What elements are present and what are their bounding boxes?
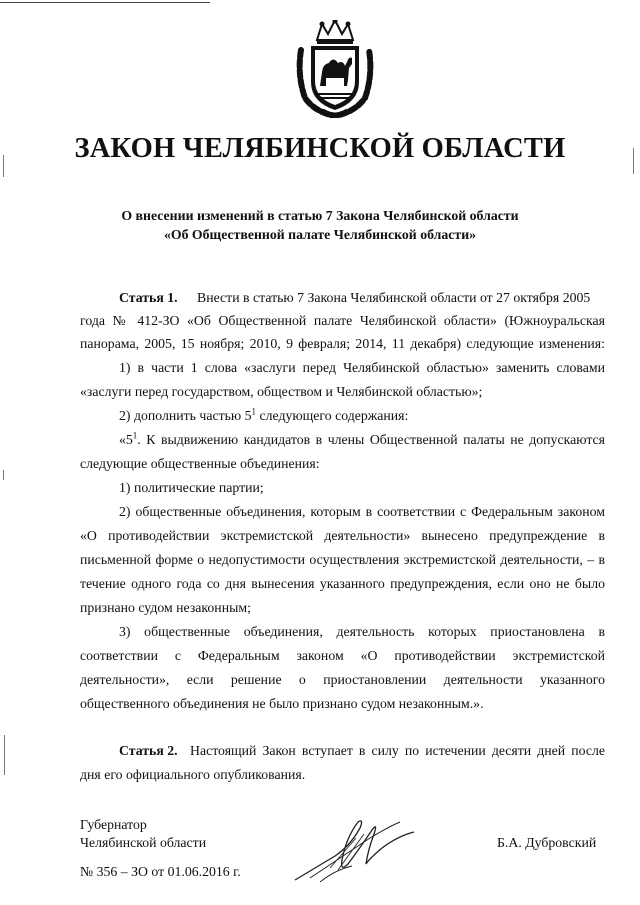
article-1-heading [119,288,178,307]
top-border-line [0,2,210,3]
article-1-line: 1) в части 1 слова «заслуги перед Челябинской областью» заменить словами [119,360,605,375]
article-1-line: признано судом незаконным; [80,600,251,615]
scan-edge-mark [4,735,5,775]
article-1-line: общественного объединения не было признано судом незаконным.». [80,696,484,711]
article-1-line: «$5^1$ . К выдвижению кандидатов в члены Общественной палаты не допускаются [119,430,605,447]
article-1-line: течение одного года со дня вынесения указанного предупреждения, если оно не было [80,576,605,591]
article-1-line: Внести в статью 7 Закона Челябинской области от 27 октября 2005 [197,290,591,305]
article-1-line: 1) политические партии; [119,480,264,495]
article-1-line: «заслуги перед государством, обществом и Челябинской областью»; [80,384,483,399]
scan-edge-mark [3,470,4,480]
article-1-line: деятельности», если решение о приостановлении деятельности указанного [80,672,605,687]
law-number: № 356 – ЗО от 01.06.2016 г. [80,864,241,879]
article-1-line: письменной форме о недопустимости осуществления экстремистской деятельности, – в [80,552,605,567]
subtitle-line: «Об Общественной палате Челябинской области» [163,227,477,242]
article-2-heading [119,741,178,760]
governor-name: Б.А. Дубровский [497,835,597,850]
article-2-label: Статья 2. [119,743,178,758]
subtitle-line: О внесении изменений в статью 7 Закона Челябинской области [121,208,519,223]
document-subtitle [0,206,640,244]
article-1-line: соответствии с Федеральным законом «О противодействии экстремистской [80,648,605,663]
article-1-line: 3) общественные объединения, деятельность которых приостановлена в [119,624,605,639]
article-1-line: «О противодействии экстремистской деятельности» вынесено предупреждение в [80,528,605,543]
article-2-line: Настоящий Закон вступает в силу по истечении десяти дней после [190,743,605,758]
governor-title: Губернатор [80,817,147,832]
article-1-line: года № 412-ЗО «Об Общественной палате Челябинской области» (Южноуральская [80,313,605,328]
document-title: ЗАКОН ЧЕЛЯБИНСКОЙ ОБЛАСТИ [74,133,566,164]
governor-region: Челябинской области [80,835,207,850]
article-1-line: 2) общественные объединения, которым в соответствии с Федеральным законом [119,504,605,519]
article-2-line: дня его официального опубликования. [80,767,306,782]
article-1-label: Статья 1. [119,290,178,305]
handwritten-signature [290,808,420,888]
coat-of-arms-icon [295,20,375,118]
article-1-line: 2) дополнить частью $5^1$ следующего содержания: [119,406,409,423]
article-1-line: следующие общественные объединения: [80,456,320,471]
article-1-line: панорама, 2005, 15 ноября; 2010, 9 февраля; 2014, 11 декабря) следующие изменения: [80,336,605,351]
